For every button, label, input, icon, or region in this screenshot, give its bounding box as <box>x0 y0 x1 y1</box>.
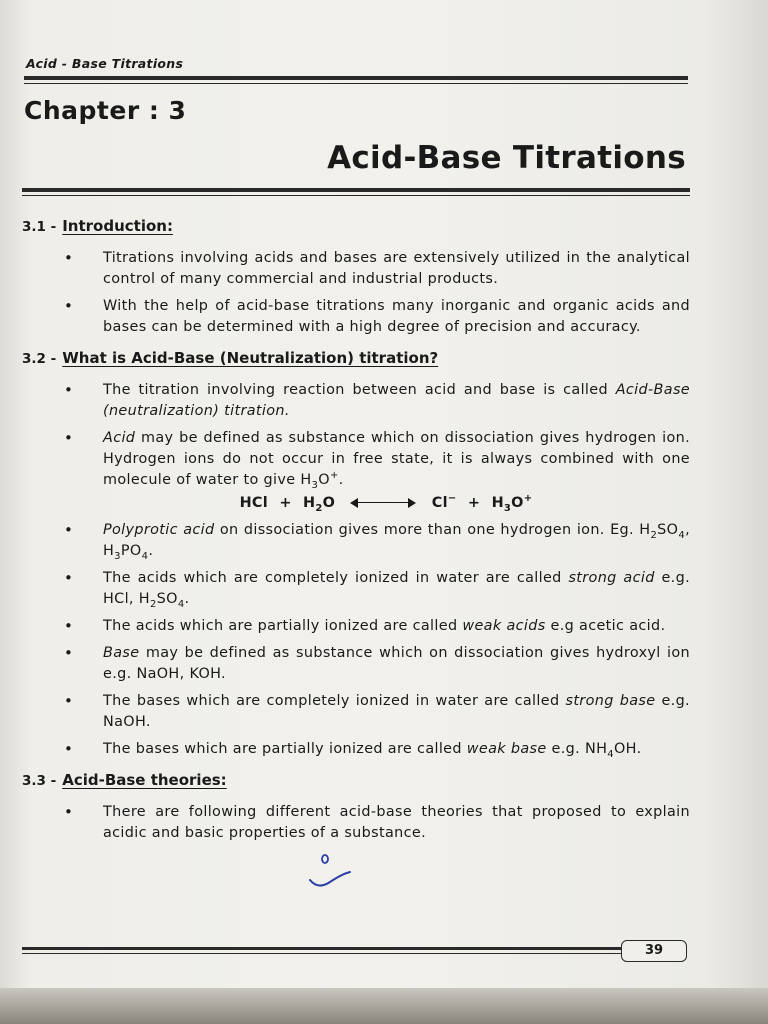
chapter-label: Chapter : 3 <box>24 96 187 125</box>
list-item: • There are following different acid-base theories that proposed to explain acidic and basic properties of a substance. <box>22 802 690 844</box>
list-item: • Acid may be defined as substance which on dissociation gives hydrogen ion. Hydrogen ions do not occur in free state, it is always combined with one molecule of water to give $H_3O^+$. <box>22 428 690 491</box>
footer-rule-thin <box>22 953 622 954</box>
section-number: 3.1 - <box>22 219 57 235</box>
footer-rule-thick <box>22 947 622 950</box>
section-neutralization <box>22 348 690 760</box>
list-item: • The acids which are completely ionized in water are called strong acid e.g. HCl, $H_2SO_4$. <box>22 568 690 610</box>
section-introduction <box>22 216 690 338</box>
list-item: • The acids which are partially ionized are called weak acids e.g acetic acid. <box>22 616 690 637</box>
ionization-equation: HCl + $H_2O$ $Cl^- + H_3O^+$ <box>239 493 533 514</box>
header-rule-thin <box>24 83 688 84</box>
chapter-title: Acid-Base Titrations <box>327 140 686 176</box>
equilibrium-arrow <box>350 498 416 508</box>
bullet-list <box>22 248 690 338</box>
title-rule-thin <box>22 195 690 196</box>
title-rule-thick <box>22 188 690 192</box>
list-item: • The bases which are completely ionized in water are called strong base e.g. NaOH. <box>22 691 690 733</box>
section-title: Introduction: <box>62 217 173 235</box>
section-title: What is Acid-Base (Neutralization) titration? <box>62 349 439 367</box>
handwritten-pen-mark <box>304 850 354 890</box>
header-rule-thick <box>24 76 688 80</box>
section-number: 3.3 - <box>22 773 57 789</box>
list-item: • Polyprotic acid on dissociation gives more than one hydrogen ion. Eg. $H_2SO_4$, $H_3PO_4$. <box>22 520 690 562</box>
chapter-body <box>22 216 690 850</box>
book-edge <box>0 988 768 1024</box>
running-head: Acid - Base Titrations <box>26 56 184 71</box>
list-item: • The bases which are partially ionized are called weak base e.g. $NH_4OH$. <box>22 739 690 760</box>
list-item: • Base may be defined as substance which on dissociation gives hydroxyl ion e.g. NaOH, KOH. <box>22 643 690 685</box>
section-theories <box>22 770 690 844</box>
list-item: • With the help of acid-base titrations many inorganic and organic acids and bases can be determined with a high degree of precision and accuracy. <box>22 296 690 338</box>
bullet-list <box>22 802 690 844</box>
list-item: • Titrations involving acids and bases are extensively utilized in the analytical control of many commercial and industrial products. <box>22 248 690 290</box>
section-heading <box>22 216 690 238</box>
section-heading <box>22 770 690 792</box>
section-number: 3.2 - <box>22 351 57 367</box>
bullet-list <box>22 380 690 491</box>
section-title: Acid-Base theories: <box>62 771 227 789</box>
page-number: 39 <box>621 940 687 962</box>
bullet-list <box>22 520 690 760</box>
section-heading <box>22 348 690 370</box>
list-item: • The titration involving reaction between acid and base is called Acid-Base (neutralization) titration. <box>22 380 690 422</box>
